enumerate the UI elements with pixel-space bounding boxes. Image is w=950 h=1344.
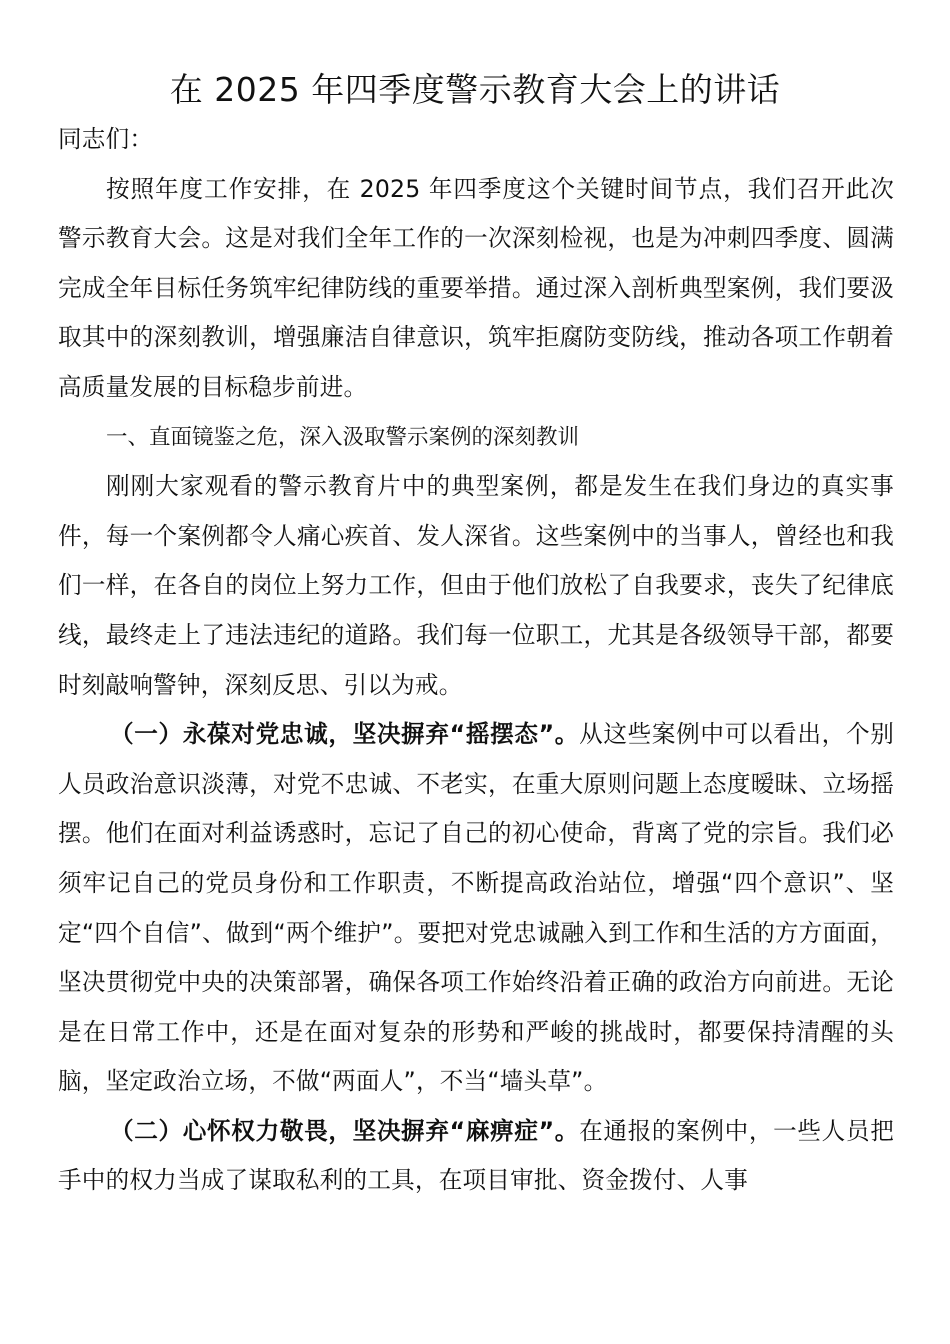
point-1-text: 从这些案例中可以看出，个别人员政治意识淡薄，对党不忠诚、不老实，在重大原则问题上态度暧昧、立场摇摆。他们在面对利益诱惑时，忘记了自己的初心使命，背离了党的宗旨。我们必须牢记自己的党员身份和工作职责，不断提高政治站位，增强“四个意识”、坚定“四个自信”、做到“两个维护”。要把对党忠诚融入到工作和生活的方方面面，坚决贯彻党中央的决策部署，确保各项工作始终沿着正确的政治方向前进。无论是在日常工作中，还是在面对复杂的形势和严峻的挑战时，都要保持清醒的头脑，坚定政治立场，不做“两面人”，不当“墙头草”。	[58, 720, 894, 1096]
section-paragraph: 刚刚大家观看的警示教育片中的典型案例，都是发生在我们身边的真实事件，每一个案例都令人痛心疾首、发人深省。这些案例中的当事人，曾经也和我们一样，在各自的岗位上努力工作，但由于他们放松了自我要求，丧失了纪律底线，最终走上了违法违纪的道路。我们每一位职工，尤其是各级领导干部，都要时刻敲响警钟，深刻反思、引以为戒。	[58, 472, 894, 699]
point-2-lead: （二）心怀权力敬畏，坚决摒弃“麻痹症”。	[110, 1116, 580, 1145]
document-body	[58, 115, 894, 1206]
intro-paragraph: 按照年度工作安排，在 2025 年四季度这个关键时间节点，我们召开此次警示教育大会。这是对我们全年工作的一次深刻检视，也是为冲刺四季度、圆满完成全年目标任务筑牢纪律防线的重要举措。通过深入剖析典型案例，我们要汲取其中的深刻教训，增强廉洁自律意识，筑牢拒腐防变防线，推动各项工作朝着高质量发展的目标稳步前进。	[58, 174, 894, 401]
section-heading: 一、直面镜鉴之危，深入汲取警示案例的深刻教训	[106, 424, 580, 450]
point-1-lead: （一）永葆对党忠诚，坚决摒弃“摇摆态”。	[110, 720, 580, 749]
point-2-text: 在通报的案例中，一些人员把手中的权力当成了谋取私利的工具，在项目审批、资金拨付、人事	[58, 1116, 894, 1195]
document-title: 在 2025 年四季度警示教育大会上的讲话	[169, 70, 781, 109]
point-1-paragraph	[58, 710, 894, 1107]
salutation: 同志们：	[58, 125, 154, 153]
point-2-paragraph	[58, 1107, 894, 1206]
